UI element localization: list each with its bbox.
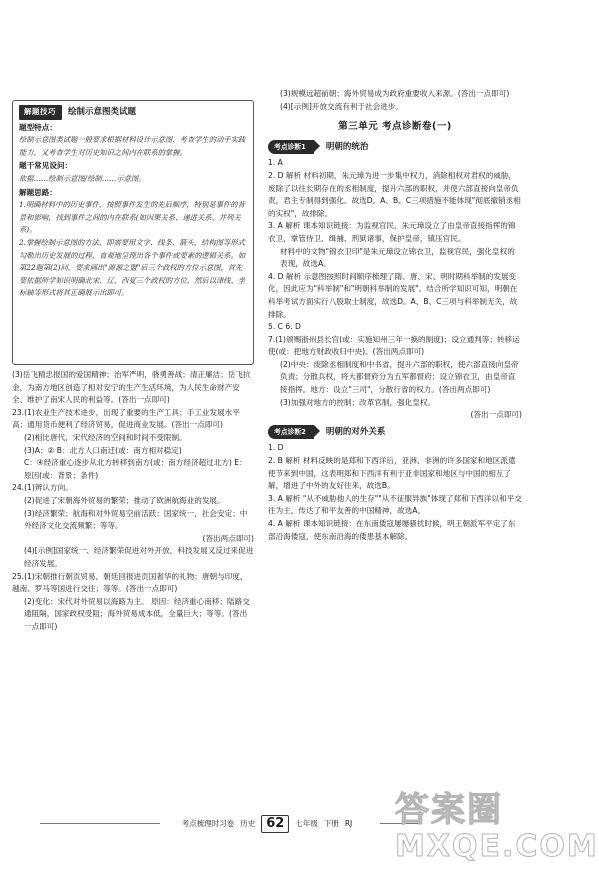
answer-item: 5. C 6. D [268, 322, 301, 332]
answer-item: 4. D 解析 示意图按照时间顺序梳理了隋、唐、宋、明时期科举制的发展变化，因此应为"科举制"和"明朝科举制的发展"。结合所学知识可知，明朝在科举考试方面实行八股取士制度，故选D。A、B、C三项与科举制无关，故排除。 [268, 271, 518, 319]
tip-box [12, 100, 254, 365]
section-tag: 考点诊断1 [268, 140, 314, 155]
footer-rule-left [40, 823, 160, 824]
answer-item: 24.(1)辨认方向。 [12, 483, 73, 493]
answer-item: (3)A；② B：北方人口南迁(或：南方相对稳定) [24, 445, 182, 455]
page-footer [0, 812, 534, 836]
feature-text: 绘制示意图类试题一般要求根据材料设计示意图，考查学生的动手实践能力，又考查学生对历史知识之间内在联系的掌握。 [19, 135, 246, 157]
section-title: 明朝的统治 [325, 141, 369, 152]
page-number: 62 [261, 815, 289, 833]
answer-item: 2. D 解析 材料初期，朱元璋为进一步集中权力，消除相权对君权的威胁，废除了以往长期存在的丞相制度，提升六部的职权，并使六部直接向皇帝负责，君主专制得到强化。故选D。A、B、C三项措施不能体现"彻底撤销丞相的实权"，故排除。 [268, 170, 521, 218]
answer-item: (3)经济繁荣；航海和对外贸易空前活跃；国家统一，社会安定；中外经济文化交流频繁；等等。 [24, 508, 248, 531]
answer-item: (3)加强对地方的控制；改革官制，强化皇权。 [280, 397, 436, 407]
idea-2: 2.掌握绘制示意图的方法，即需要用文字、线条、箭头、结构图等形式勾勒出历史发展的过程，直观地呈现出各个事件或要素的逻辑关系。如第22题第(2)问，要求画出"源源之盟"后三个政权的方位示意图，首先要依据所学知识明确北宋、辽、西夏三个政权的方位，然后以津线、坐标轴等形式将其正确展示出即可。 [19, 237, 246, 298]
answer-item: 3. A 解析 课本知识链接：为监视官民，朱元璋设立了由皇帝直接指挥的锦衣卫，掌管侍卫、缉捕、刑狱诸事，保护皇帝，镇压官民。 [268, 221, 516, 243]
footer-edition: RJ [344, 818, 353, 828]
section-header-1 [268, 140, 522, 155]
answer-item: (2)促进了宋朝海外贸易的繁荣；推动了欧洲航海业的发展。 [24, 495, 225, 505]
tip-tag: 解题技巧 [19, 105, 62, 120]
left-answers [12, 369, 254, 633]
idea-heading: 解题思路： [19, 187, 57, 197]
question-heading: 题干常见设问： [19, 161, 73, 171]
idea-1: 1.明确材料中的历史事件，按照事件发生的先后顺序，特别是事件的背景和影响，找到事件之间的内在联系(如因果关系、递进关系、并列关系)。 [19, 200, 245, 235]
tip-title: 绘制示意图类试题 [68, 107, 137, 117]
answer-item: 2. B 解析 材料反映的是郑和下西洋后，亚洲、非洲的许多国家和地区派遣使节来到中国，这表明郑和下西洋有利于亚非国家和地区与中国的相互了解，增进了中外的友好往来，故选B。 [268, 456, 516, 491]
answer-item: 1. D [268, 443, 284, 453]
answer-item: C：④经济重心逐步从北方转移到南方(或：南方经济超过北方) E：原因(或：背景；条件) [24, 458, 247, 480]
answer-item: 23.(1)农业生产技术进步，出现了重要的生产工具；手工业发展水平高；通用货币便利了经济贸易，促进商业发展。(答出一点即可) [12, 407, 240, 430]
answer-note: (答出一点即可) [470, 410, 522, 420]
answer-item: (2)中央：废除丞相制度和中书省，提升六部的职权，使六部直接向皇帝负责；分散兵权，将大都督府分为五军都督府；设立锦衣卫，由皇帝直接指挥。地方：设立"三司"，分散行省的权力。(答出两点即可) [280, 359, 519, 395]
footer-rule-right [380, 823, 420, 824]
answer-item: 4. A 解析 课本知识链接：在东南倭寇屡屡骚扰时候，明王朝派军平定了东部沿海倭寇，使东南沿海的倭患基本解除。 [268, 519, 516, 541]
answer-item: (3)岳飞精忠报国的爱国精神；治军严明，骁勇善战；清正廉洁；岳飞抗金，为南方地区创造了相对安宁的生产生活环境，为人民生命财产安全、维护了南宋人民的利益等。(答出一点即可) [12, 370, 251, 405]
answer-item: (3)规模远超前朝；海外贸易成为政府重要收入来源。(答出一点即可) [280, 89, 510, 98]
answer-item: 3. A 解析 "从不威胁他人的生存""从不征服异族"体现了郑和下西洋以和平交往为主，传达了和平友善的中国精神，故选A。 [268, 493, 522, 516]
question-text: 依据……绘制示意图/绘制……示意图。 [19, 173, 146, 183]
tip-header [19, 105, 247, 120]
unit-title: 第三单元 考点诊断卷(一) [338, 121, 452, 133]
right-column [268, 88, 522, 543]
footer-grade: 七年级 [295, 818, 318, 828]
watermark-cn: 答案圈 [395, 790, 503, 830]
answer-item: (4)[示例]国家统一、经济繁荣促进对外开放，科技发展又反过来促进经济发展。 [24, 546, 254, 568]
feature-heading: 题型特点： [19, 122, 57, 132]
answer-item: 材料中的文物"锦衣卫印"是朱元璋设立锦衣卫，监视官民，强化皇权的表现，故选A。 [280, 246, 515, 269]
answer-item: (2)变化：宋代对外贸易以海路为主。 原因：经济重心南移；陆路交通阻隔，国家政权受阻；海外贸易成本低，全量巨大；等等。(答出一点即可) [24, 596, 250, 631]
section-header-2 [268, 425, 522, 440]
footer-subject: 历史 [240, 818, 256, 828]
left-column [12, 88, 254, 633]
answer-item: 25.(1)宋朝推行朝贡贸易，朝廷回报进贡国奢华的礼物；唐朝与印度、越南、罗马等国进行交往；等等。(答出一点即可) [12, 571, 248, 594]
footer-book-title: 考点梳理时习卷 [181, 818, 235, 828]
answer-item: 1. A [268, 158, 283, 168]
answer-item: (4)[示例]开放交流有利于社会进步。 [280, 101, 403, 111]
section-tag: 考点诊断2 [268, 425, 314, 440]
footer-term: 下册 [323, 818, 339, 828]
watermark-en: MXQE.COM [395, 829, 599, 864]
answer-note: (答出两点即可) [202, 533, 254, 543]
answer-item: (2)相比唐代，宋代经济的空间和时间不受限制。 [24, 432, 187, 442]
answer-item: 7.(1)颁赐浙州县长官(或：实施知州三年一换的制度)；设立通判等；转移运使(或：把地方财政收归中央)。(答出两点即可) [268, 334, 520, 357]
section-title: 明朝的对外关系 [325, 426, 386, 437]
